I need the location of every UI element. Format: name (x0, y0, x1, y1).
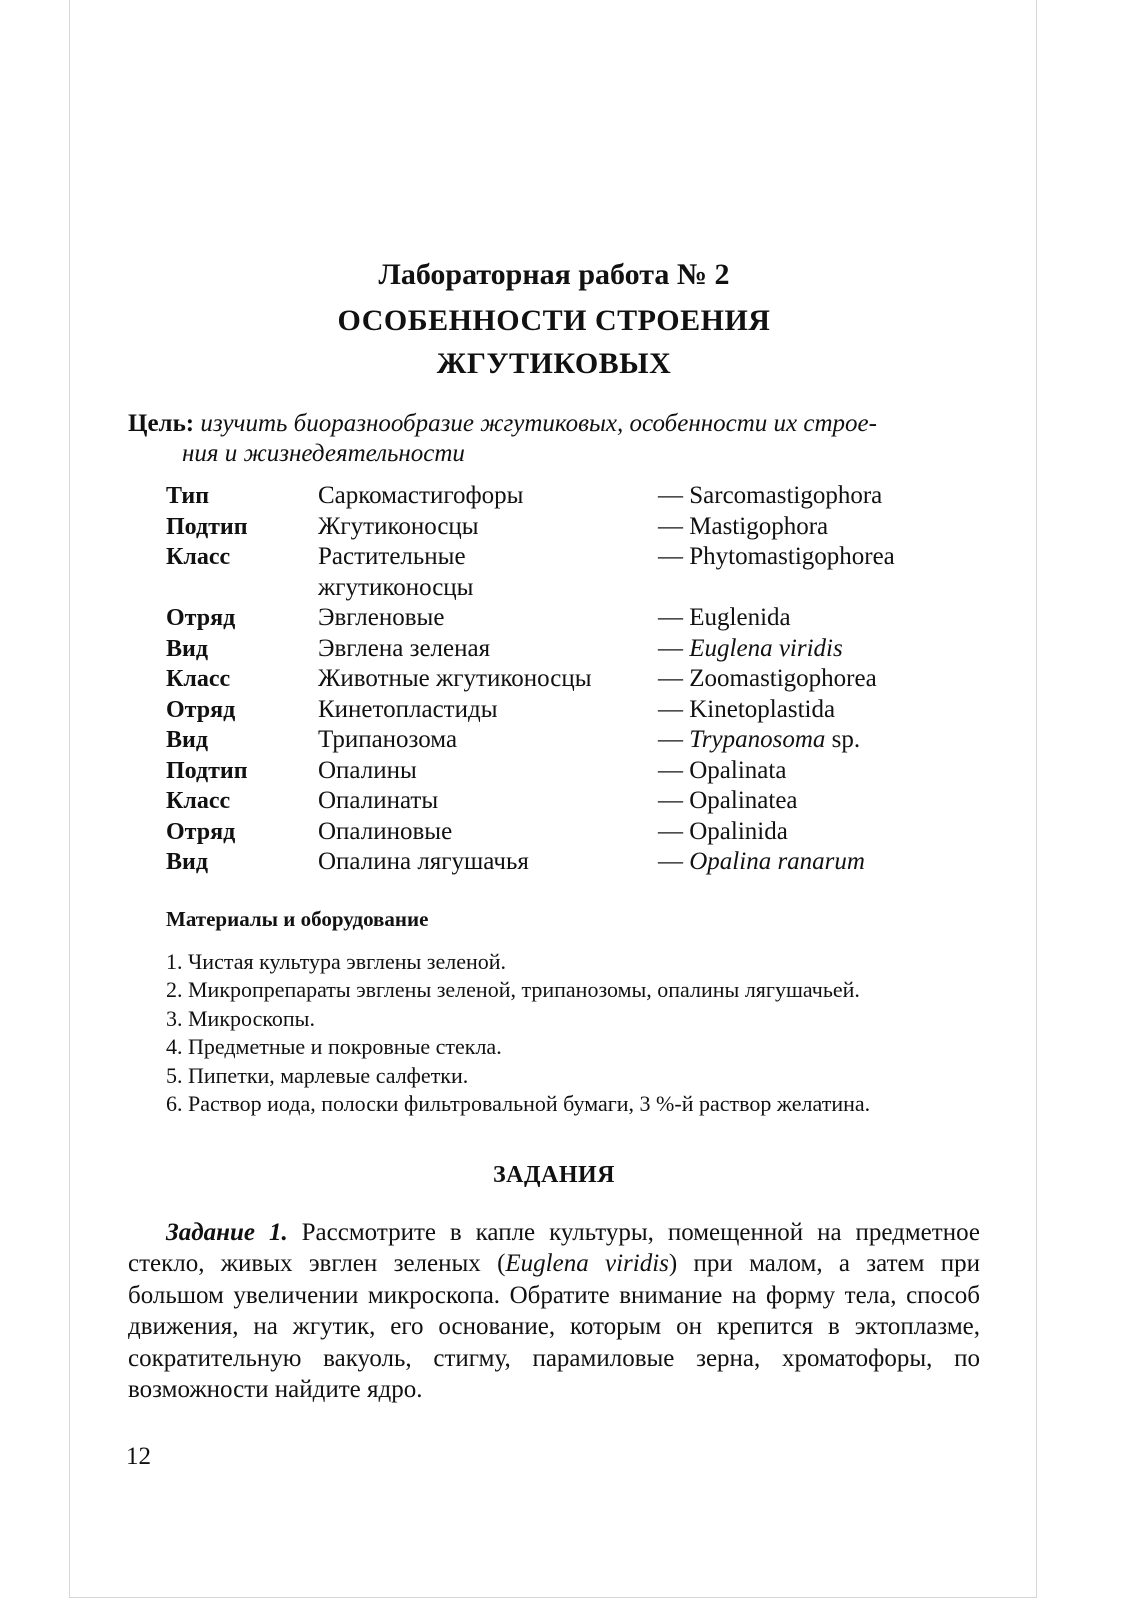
taxon-dash: — (658, 665, 690, 692)
task-1 (128, 1217, 980, 1406)
taxon-latin-name (658, 817, 980, 848)
taxon-rank: Подтип (166, 513, 248, 540)
task-1-text-part1: Рассмотрите в капле культуры, помещенной на предметное стекло, живых эвглен зеленых ( (128, 1218, 980, 1277)
taxon-dash: — (658, 512, 690, 540)
taxon-russian-name: Растительные (318, 543, 466, 570)
goal-text-line2: ния и жизнедеятельности (182, 440, 465, 467)
topic-title-line1: ОСОБЕННОСТИ СТРОЕНИЯ (337, 304, 771, 337)
taxon-russian-name: Эвглена зеленая (318, 634, 491, 662)
taxon-latin-plain: Mastigophora (689, 512, 829, 540)
taxon-rank: Отряд (166, 818, 236, 845)
taxon-rank: Отряд (166, 696, 236, 723)
taxon-latin-name (658, 573, 980, 604)
taxon-dash: — (658, 604, 690, 631)
taxon-rank: Тип (166, 483, 210, 509)
materials-item: 3. Микроскопы. (166, 1005, 315, 1031)
taxon-rank: Вид (166, 727, 208, 753)
taxon-latin-plain: Sarcomastigophora (689, 482, 883, 509)
taxon-dash: — (658, 634, 690, 662)
materials-item: 2. Микропрепараты эвглены зеленой, трипанозомы, опалины лягушачьей. (166, 977, 860, 1002)
page-content (128, 255, 980, 1431)
goal-label: Цель: (128, 410, 195, 437)
taxon-rank: Класс (166, 544, 231, 570)
taxon-latin-name (658, 725, 980, 756)
taxon-dash: — (658, 482, 690, 509)
taxon-dash: — (658, 817, 690, 845)
taxon-russian-name: жгутиконосцы (318, 573, 474, 601)
taxon-latin-plain: Phytomastigophorea (689, 543, 895, 570)
taxon-rank: Класс (166, 788, 231, 814)
page-number: 12 (126, 1443, 151, 1470)
taxon-latin-name (658, 603, 980, 634)
taxonomy-row (166, 756, 980, 787)
taxon-latin-name (658, 786, 980, 817)
taxon-russian-name: Опалинаты (318, 787, 439, 814)
goal-text-line1: изучить биоразнообразие жгутиковых, особенности их строе- (200, 410, 877, 437)
taxonomy-row (166, 725, 980, 756)
taxon-rank: Вид (166, 849, 208, 875)
topic-title-line2: ЖГУТИКОВЫХ (436, 347, 672, 380)
taxon-latin-italic: Trypanosoma (689, 726, 826, 753)
task-1-species: Euglena viridis (505, 1250, 669, 1277)
taxon-dash: — (658, 787, 690, 814)
taxon-dash: — (658, 756, 690, 784)
taxon-russian-name: Эвгленовые (318, 604, 445, 631)
task-1-label: Задание 1. (166, 1218, 288, 1246)
taxon-dash: — (658, 695, 690, 723)
taxon-latin-name (658, 634, 980, 665)
taxonomy-row (166, 664, 980, 695)
taxon-rank: Вид (166, 635, 208, 662)
taxonomy-row (166, 603, 980, 634)
taxon-rank: Класс (166, 666, 231, 692)
materials-item: 4. Предметные и покровные стекла. (166, 1034, 502, 1059)
taxon-latin-name (658, 512, 980, 543)
taxon-russian-name: Животные жгутиконосцы (318, 665, 592, 692)
taxon-russian-name: Кинетопластиды (318, 695, 498, 723)
materials-item: 5. Пипетки, марлевые салфетки. (166, 1062, 469, 1088)
taxon-latin-plain: Kinetoplastida (689, 695, 836, 723)
taxon-latin-name (658, 542, 980, 573)
taxonomy-row (166, 573, 980, 604)
taxon-latin-plain: Opalinatea (689, 787, 798, 814)
taxonomy-row (166, 786, 980, 817)
materials-item: 6. Раствор иода, полоски фильтровальной бумаги, 3 %-й раствор желатина. (166, 1091, 871, 1116)
materials-heading: Материалы и оборудование (166, 906, 429, 931)
materials-item: 1. Чистая культура эвглены зеленой. (166, 948, 507, 974)
taxon-latin-plain: Opalinata (689, 756, 787, 784)
taxon-russian-name: Опалины (318, 756, 417, 784)
taxonomy-row (166, 481, 980, 512)
taxon-rank: Подтип (166, 757, 248, 784)
taxon-russian-name: Опалина лягушачья (318, 848, 529, 875)
taxon-latin-name (658, 756, 980, 787)
taxonomy-row (166, 542, 980, 573)
taxon-latin-italic: Opalina ranarum (689, 848, 865, 875)
taxon-russian-name: Опалиновые (318, 817, 453, 845)
taxon-russian-name: Саркомастигофоры (318, 482, 524, 509)
taxon-dash: — (658, 726, 690, 753)
taxon-latin-suffix: sp. (825, 726, 861, 753)
taxonomy-row (166, 847, 980, 878)
taxon-russian-name: Жгутиконосцы (318, 512, 479, 540)
taxon-latin-italic: Euglena viridis (689, 634, 843, 662)
taxon-russian-name: Трипанозома (318, 726, 458, 753)
taxon-latin-name (658, 481, 980, 512)
taxonomy-row (166, 634, 980, 665)
taxon-rank: Отряд (166, 605, 236, 631)
taxonomy-row (166, 512, 980, 543)
topic-title (128, 299, 980, 385)
taxon-dash: — (658, 848, 690, 875)
taxonomy-row (166, 817, 980, 848)
goal-block (128, 409, 980, 469)
taxonomy-table (166, 481, 980, 878)
taxon-dash: — (658, 543, 690, 570)
taxon-latin-plain: Zoomastigophorea (689, 665, 877, 692)
tasks-heading: ЗАДАНИЯ (492, 1161, 615, 1188)
taxonomy-row (166, 695, 980, 726)
taxon-latin-plain: Opalinida (689, 817, 788, 845)
taxon-latin-name (658, 847, 980, 878)
lab-title: Лабораторная работа № 2 (378, 258, 730, 291)
taxon-latin-name (658, 695, 980, 726)
taxon-rank (166, 573, 318, 604)
materials-list (128, 948, 980, 1119)
task-1-text-part2: ) при малом, а затем при большом увеличении микроскопа. Обратите внимание на форму тела, способ движения, на жгутик, его основание, которым он крепится в эктоплазме, сократительную вакуоль, стигму, парамиловые зерна, хроматофоры, по возможности найдите ядро. (128, 1250, 980, 1403)
taxon-latin-plain: Euglenida (689, 604, 791, 631)
taxon-latin-name (658, 664, 980, 695)
